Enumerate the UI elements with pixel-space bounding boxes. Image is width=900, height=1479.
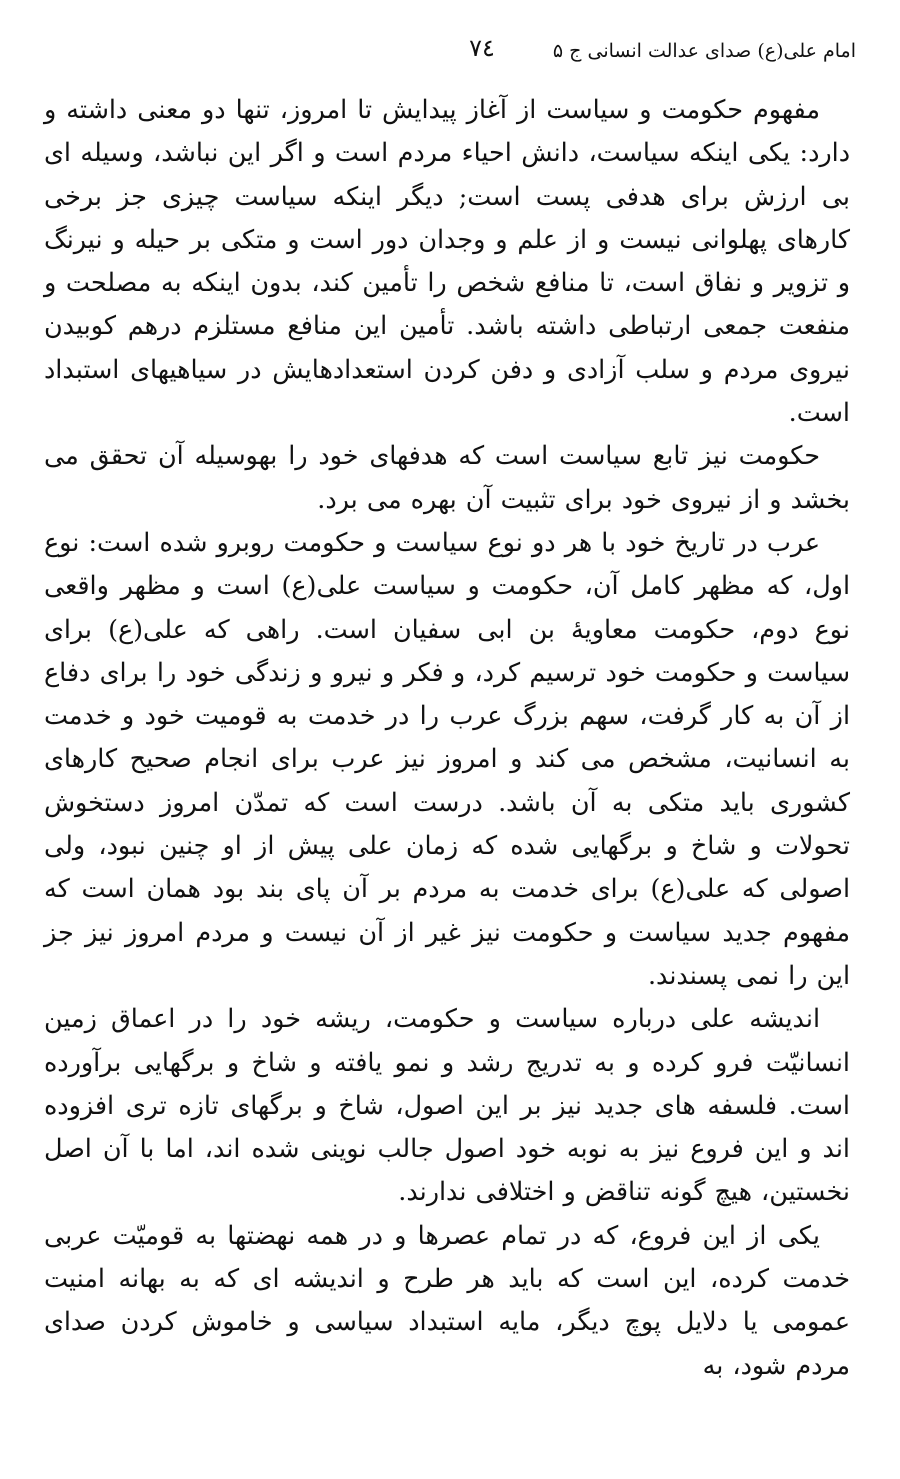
paragraph: اندیشه علی درباره سیاست و حکومت، ریشه خود را در اعماق زمین انسانیّت فرو کرده و به تدریج رشد و نمو یافته و شاخ و برگهایی برآورده است. فلسفه های جدید نیز بر این اصول، شاخ و برگهای تازه تری افزوده اند و این فروع نیز به نوبه خود اصول جالب نوینی شده اند، اما با آن اصل نخستین، هیچ گونه تناقض و اختلافی ندارند. [44,1003,850,1207]
running-title: امام علی(ع) صدای عدالت انسانی ج ۵ [552,40,856,62]
paragraph: مفهوم حکومت و سیاست از آغاز پیدایش تا امروز، تنها دو معنی داشته و دارد: یکی اینکه سیاست، دانش احیاء مردم است و اگر این نباشد، وسیله ای بی ارزش برای هدفی پست است; دیگر اینکه سیاست چیزی جز برخی کارهای پهلوانی نیست و از علم و وجدان دور است و متکی بر حیله و نیرنگ و تزویر و نفاق است، تا منافع شخص را تأمین کند، بدون اینکه به مصلحت و منفعت جمعی ارتباطی داشته باشد. تأمین این منافع مستلزم درهم کوبیدن نیروی مردم و سلب آزادی و دفن کردن استعدادهایش در سیاهیهای استبداد است. [44,94,850,428]
paragraph: یکی از این فروع، که در تمام عصرها و در همه نهضتها به قومیّت عربی خدمت کرده، این است که باید هر طرح و اندیشه ای که به بهانه امنیت عمومی یا دلایل پوچ دیگر، مایه استبداد سیاسی و خاموش کردن صدای مردم شود، به [44,1219,850,1380]
paragraph: عرب در تاریخ خود با هر دو نوع سیاست و حکومت روبرو شده است: نوع اول، که مظهر کامل آن، حکومت و سیاست علی(ع) است و مظهر واقعی نوع دوم، حکومت معاویۀ بن ابی سفیان است. راهی که علی(ع) برای سیاست و حکومت خود ترسیم کرد، و فکر و نیرو و زندگی خود را برای دفاع از آن به کار گرفت، سهم بزرگ عرب را در خدمت به قومیت خود و خدمت به انسانیت، مشخص می کند و امروز نیز عرب برای انجام صحیح کارهای کشوری باید متکی به آن باشد. درست است که تمدّن امروز دستخوش تحولات و شاخ و برگهایی شده که زمان علی پیش از او چنین نبود، ولی اصولی که علی(ع) برای خدمت به مردم بر آن پای بند بود همان است که مفهوم جدید سیاست و حکومت نیز غیر از آن نیست و مردم امروز نیز جز این را نمی پسندند. [44,526,850,990]
paragraph: حکومت نیز تابع سیاست است که هدفهای خود را بهوسیله آن تحقق می بخشد و از نیروی خود برای تثبیت آن بهره می برد. [44,440,850,514]
page-header [44,34,856,74]
body-text [44,88,850,1387]
page-number: ۷٤ [469,34,495,62]
